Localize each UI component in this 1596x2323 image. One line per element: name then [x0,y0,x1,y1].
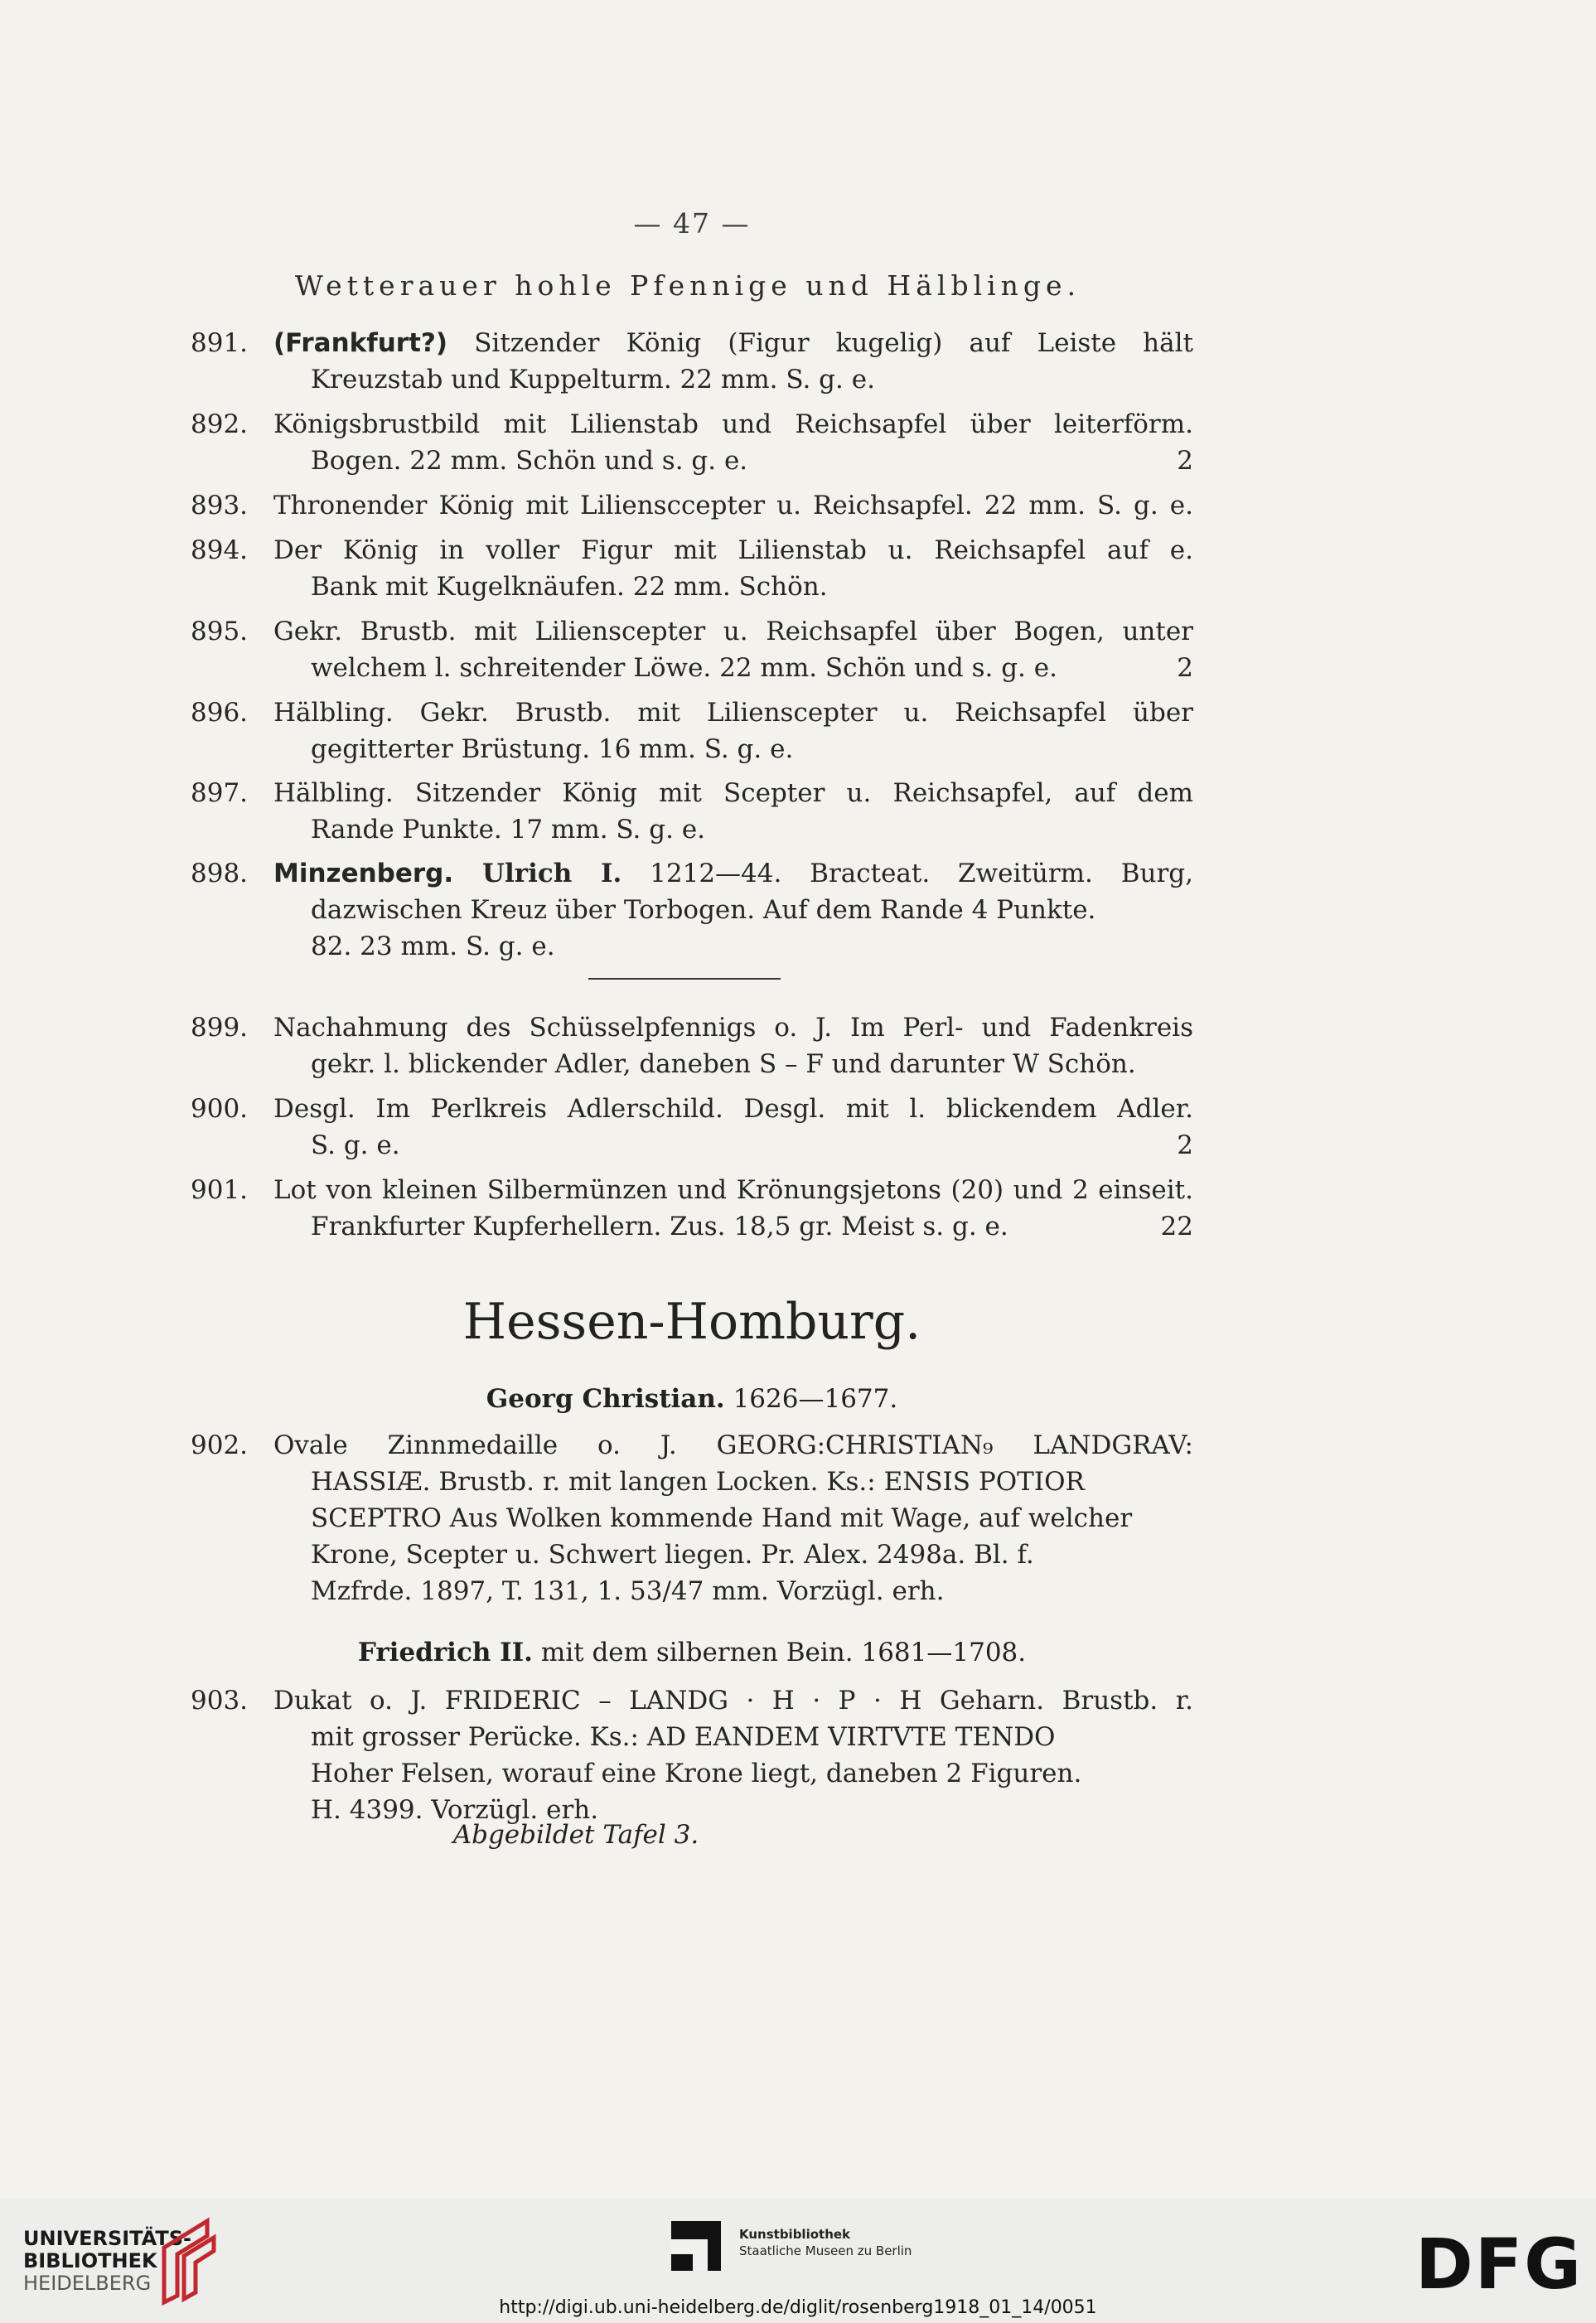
ruler-dates: mit dem silbernen Bein. 1681—1708. [532,1638,1027,1667]
entry-number: 891. [191,328,249,358]
catalog-entry [191,1009,1193,1082]
catalog-entry [191,532,1193,605]
entry-text: Frankfurter Kupferhellern. Zus. 18,5 gr. Meist s. g. e. [311,1212,1008,1241]
ruler-name: Friedrich II. [357,1638,533,1667]
plate-note: Abgebildet Tafel 3. [452,1820,699,1850]
entry-line: Kreuzstab und Kuppelturm. 22 mm. S. g. e. [311,365,875,394]
catalog-entry [191,694,1193,767]
entry-line [191,650,1193,686]
entry-ruler: Ulrich I. [453,859,622,888]
entry-number: 903. [191,1686,249,1716]
ub-line2: BIBLIOTHEK [23,2249,157,2272]
entry-line: Ovale Zinnmedaille o. J. GEORG:CHRISTIAN₉ LANDGRAV: [273,1430,1193,1460]
catalog-entry [191,775,1193,848]
entry-line: Königsbrustbild mit Lilienstab und Reichsapfel über leiterförm. [273,409,1193,439]
entry-line: dazwischen Kreuz über Torbogen. Auf dem Rande 4 Punkte. [311,895,1096,925]
entry-line: gekr. l. blickender Adler, daneben S – F und darunter W Schön. [311,1049,1136,1079]
entry-number: 894. [191,535,249,565]
entry-line: Der König in voller Figur mit Lilienstab u. Reichsapfel auf e. [273,535,1193,565]
entry-number: 900. [191,1094,249,1124]
entry-line [191,325,1193,361]
entry-line: Nachahmung des Schüsselpfennigs o. J. Im Perl- und Fadenkreis [273,1013,1193,1043]
entry-line [191,443,1193,479]
kb-line1: Kunstbibliothek [739,2227,851,2242]
entry-line [191,1127,1193,1164]
entry-price: 2 [1177,446,1193,476]
section-heading: Wetterauer hohle Pfennige und Hälblinge. [294,269,1081,302]
entry-line: Gekr. Brustb. mit Lilienscepter u. Reichsapfel über Bogen, unter [273,617,1193,646]
region-title: Hessen-Homburg. [462,1293,921,1351]
catalog-entry [191,325,1193,398]
kunstbibliothek-logo-icon [671,2221,724,2274]
entry-line: Hälbling. Gekr. Brustb. mit Lilienscepter u. Reichsapfel über [273,698,1193,728]
kb-line2: Staatliche Museen zu Berlin [739,2243,912,2258]
entry-number: 893. [191,491,249,520]
entry-line: Rande Punkte. 17 mm. S. g. e. [311,815,706,845]
entry-price: 22 [1160,1212,1193,1241]
entry-line [191,1208,1193,1245]
entry-line: gegitterter Brüstung. 16 mm. S. g. e. [311,734,794,764]
catalog-entry [191,855,1193,965]
ruler-heading [0,1638,1384,1667]
entry-line: Lot von kleinen Silbermünzen und Krönungsjetons (20) und 2 einseit. [273,1175,1193,1205]
entry-line: H. 4399. Vorzügl. erh. [311,1795,599,1825]
entry-line: SCEPTRO Aus Wolken kommende Hand mit Wage, auf welcher [311,1503,1133,1533]
ruler-name: Georg Christian. [486,1384,725,1414]
entry-line: Hälbling. Sitzender König mit Scepter u. Reichsapfel, auf dem [273,778,1193,808]
entry-line: mit grosser Perücke. Ks.: AD EANDEM VIRTVTE TENDO [311,1722,1056,1752]
source-url[interactable]: http://digi.ub.uni-heidelberg.de/diglit/rosenberg1918_01_14/0051 [499,2297,1097,2318]
catalog-entry [191,406,1193,479]
ub-line1: UNIVERSITÄTS- [23,2227,192,2250]
ruler-dates: 1626—1677. [724,1384,898,1414]
entry-line: Krone, Scepter u. Schwert liegen. Pr. Alex. 2498a. Bl. f. [311,1540,1034,1570]
entry-number: 898. [191,859,249,888]
entry-lead: Minzenberg. [273,859,454,888]
entry-line: Bank mit Kugelknäufen. 22 mm. Schön. [311,572,828,602]
catalog-entry [191,1427,1193,1609]
catalog-entry [191,1172,1193,1245]
entry-number: 902. [191,1430,249,1460]
kunstbibliothek-label [739,2226,912,2259]
catalog-entry [191,1091,1193,1164]
entry-number: 896. [191,698,249,728]
page-number: — 47 — [633,207,751,240]
entry-line: HASSIÆ. Brustb. r. mit langen Locken. Ks.: ENSIS POTIOR [311,1467,1085,1497]
entry-price: 2 [1177,1130,1193,1160]
ruler-heading [0,1384,1384,1414]
catalog-entry [191,1682,1193,1828]
entry-text: Bogen. 22 mm. Schön und s. g. e. [311,446,748,476]
entry-line [191,855,1193,892]
entry-line: Thronender König mit Liliensccepter u. Reichsapfel. 22 mm. S. g. e. [273,491,1193,520]
entry-text: welchem l. schreitender Löwe. 22 mm. Schön und s. g. e. [311,653,1057,683]
catalog-entry [191,487,1193,524]
entry-line: Mzfrde. 1897, T. 131, 1. 53/47 mm. Vorzügl. erh. [311,1576,945,1606]
ub-logo-icon [156,2214,222,2306]
entry-line: Desgl. Im Perlkreis Adlerschild. Desgl. mit l. blickendem Adler. [273,1094,1193,1124]
entry-lead: (Frankfurt?) [273,328,448,358]
entry-number: 892. [191,409,249,439]
entry-number: 901. [191,1175,249,1205]
entry-text: 1212—44. Bracteat. Zweitürm. Burg, [621,859,1193,888]
entry-line: 82. 23 mm. S. g. e. [311,932,555,961]
entry-text: Sitzender König (Figur kugelig) auf Leiste hält [447,328,1193,358]
entry-text: S. g. e. [311,1130,400,1160]
entry-price: 2 [1177,653,1193,683]
entry-line: Dukat o. J. FRIDERIC – LANDG · H · P · H Geharn. Brustb. r. [273,1686,1193,1716]
entry-number: 899. [191,1013,249,1043]
entry-number: 897. [191,778,249,808]
entry-number: 895. [191,617,249,646]
divider-rule [588,978,781,980]
ub-line3: HEIDELBERG [23,2272,152,2295]
entry-line: Hoher Felsen, worauf eine Krone liegt, daneben 2 Figuren. [311,1759,1082,1788]
catalog-entry [191,613,1193,686]
dfg-logo[interactable]: DFG [1415,2224,1584,2305]
